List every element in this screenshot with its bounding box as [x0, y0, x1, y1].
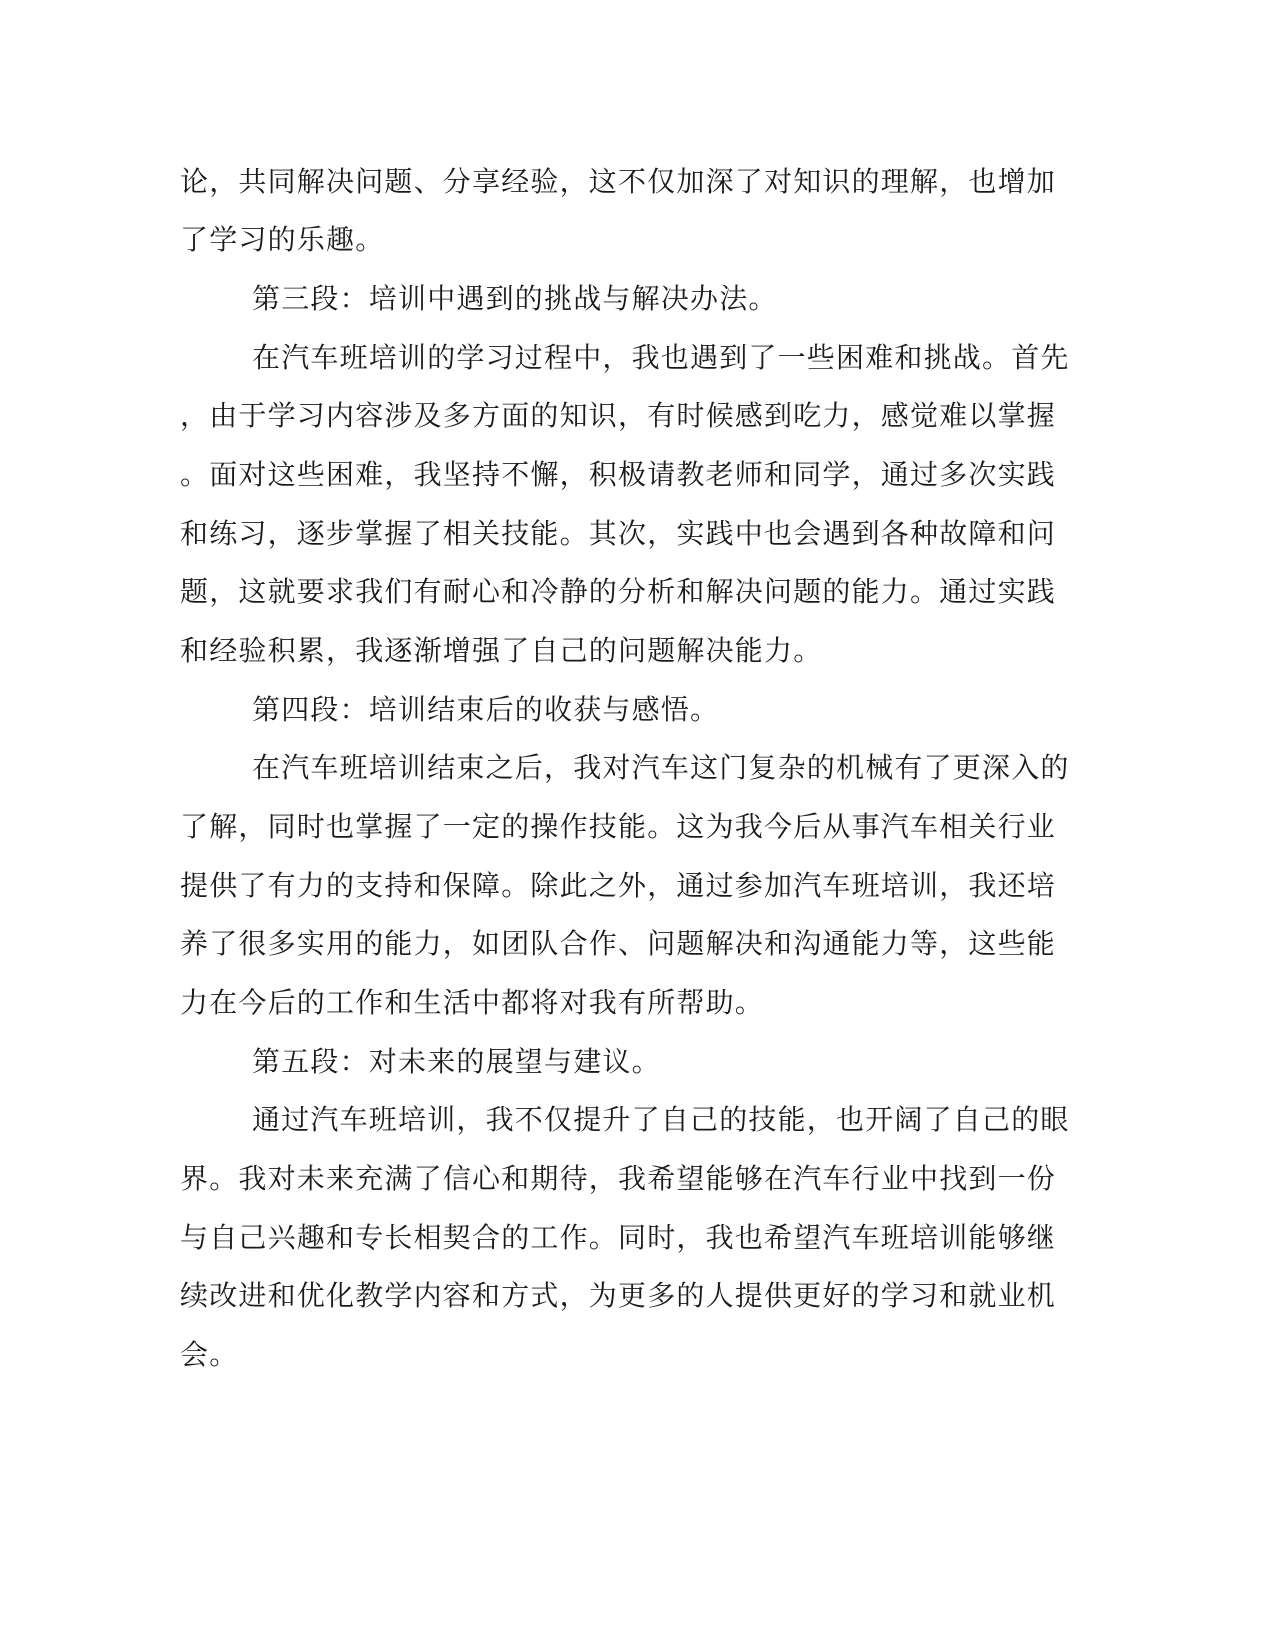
- text-line: 了解，同时也掌握了一定的操作技能。这为我今后从事汽车相关行业: [180, 810, 1057, 843]
- text-line: ，由于学习内容涉及多方面的知识，有时候感到吃力，感觉难以掌握: [180, 399, 1057, 432]
- text-line: 在汽车班培训结束之后，我对汽车这门复杂的机械有了更深入的: [252, 751, 1070, 784]
- text-line: 会。: [180, 1338, 239, 1371]
- text-line: 界。我对未来充满了信心和期待，我希望能够在汽车行业中找到一份: [180, 1162, 1057, 1195]
- text-line: 与自己兴趣和专长相契合的工作。同时，我也希望汽车班培训能够继: [180, 1221, 1057, 1254]
- text-line: 续改进和优化教学内容和方式，为更多的人提供更好的学习和就业机: [180, 1279, 1057, 1312]
- text-line: 提供了有力的支持和保障。除此之外，通过参加汽车班培训，我还培: [180, 869, 1057, 902]
- text-line: 力在今后的工作和生活中都将对我有所帮助。: [180, 986, 765, 1019]
- text-line: 和练习，逐步掌握了相关技能。其次，实践中也会遇到各种故障和问: [180, 517, 1057, 550]
- text-line: 通过汽车班培训，我不仅提升了自己的技能，也开阔了自己的眼: [252, 1103, 1070, 1136]
- section-heading-5: 第五段：对未来的展望与建议。: [252, 1045, 661, 1078]
- text-line: 在汽车班培训的学习过程中，我也遇到了一些困难和挑战。首先: [252, 341, 1070, 374]
- text-line: 。面对这些困难，我坚持不懈，积极请教老师和同学，通过多次实践: [180, 458, 1057, 491]
- text-line: 和经验积累，我逐渐增强了自己的问题解决能力。: [180, 634, 823, 667]
- text-line: 题，这就要求我们有耐心和冷静的分析和解决问题的能力。通过实践: [180, 575, 1057, 608]
- text-line: 养了很多实用的能力，如团队合作、问题解决和沟通能力等，这些能: [180, 927, 1057, 960]
- text-line: 了学习的乐趣。: [180, 223, 385, 256]
- section-heading-3: 第三段：培训中遇到的挑战与解决办法。: [252, 282, 778, 315]
- section-heading-4: 第四段：培训结束后的收获与感悟。: [252, 693, 720, 726]
- text-line: 论，共同解决问题、分享经验，这不仅加深了对知识的理解，也增加: [180, 165, 1057, 198]
